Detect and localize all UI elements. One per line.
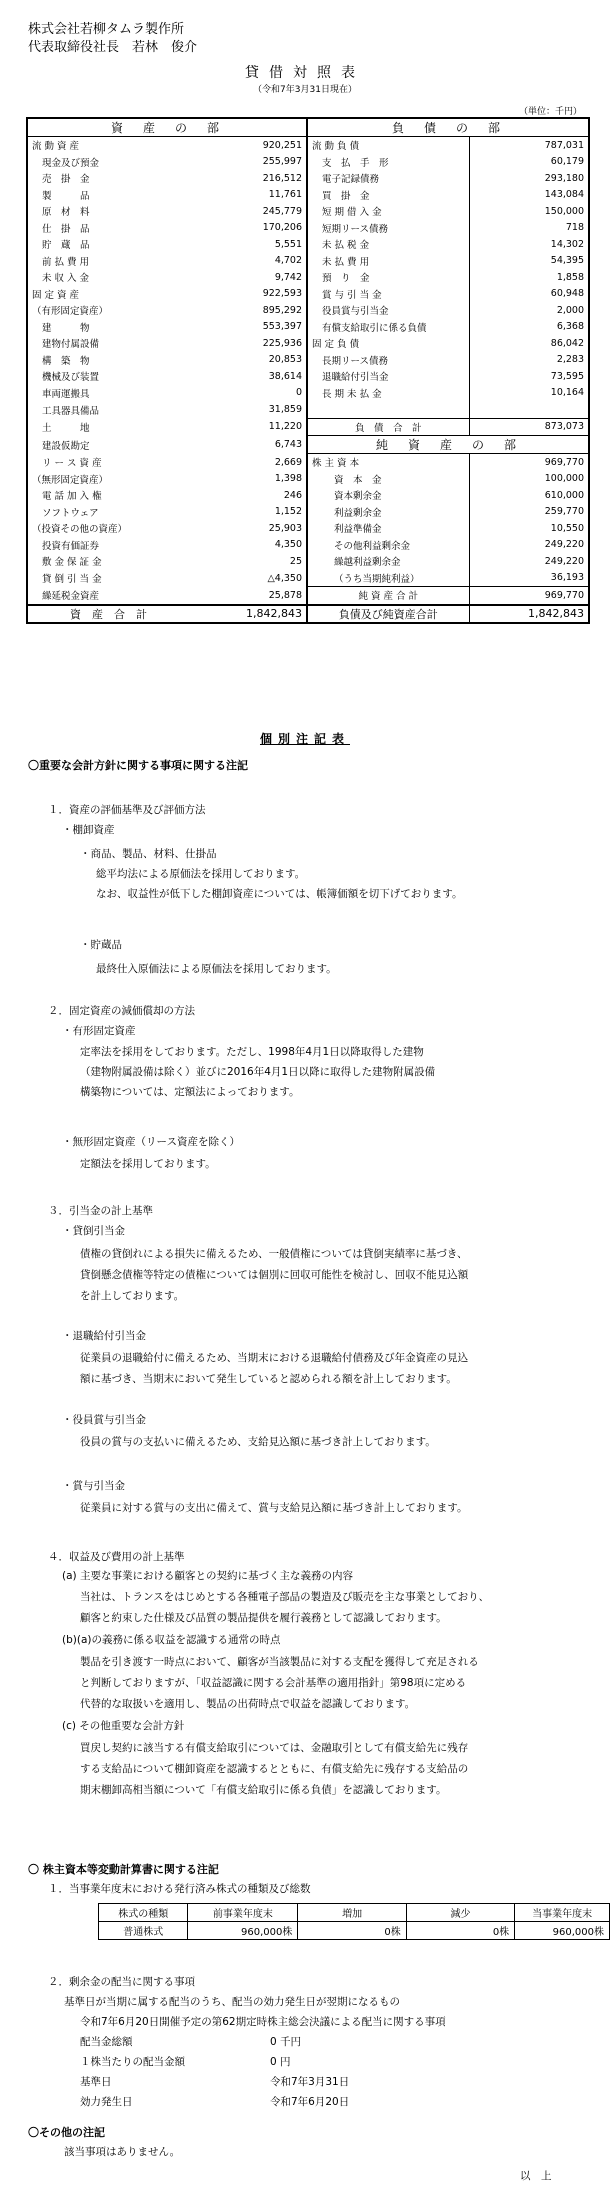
asset-account-label: （投資その他の資産） <box>32 524 128 536</box>
shares-header-cell: 株式の種類 <box>99 1904 188 1922</box>
asset-account-value: 11,220 <box>268 421 303 433</box>
liability-account-label: 短 期 借 入 金 <box>307 203 469 220</box>
net-assets-heading: 純 資 産 の 部 <box>307 436 589 454</box>
asset-account-label: 前 払 費 用 <box>42 256 90 268</box>
note-item: ・棚卸資産 <box>62 824 115 836</box>
note-text: 基準日が当期に属する配当のうち、配当の効力発生日が翌期になるもの <box>64 1996 400 2008</box>
asset-account-value: 0 <box>295 387 303 399</box>
dividend-label: 配当金総額 <box>80 2036 133 2048</box>
balance-sheet-row <box>27 537 589 554</box>
note-text: 期末棚卸高相当額について「有償支給取引に係る負債」を認識しております。 <box>80 1784 447 1796</box>
note-text: 顧客と約束した仕様及び品質の製品提供を履行義務として認識しております。 <box>80 1612 447 1624</box>
balance-sheet-row <box>27 520 589 537</box>
liability-account-value: 100,000 <box>469 471 589 488</box>
balance-sheet-row <box>27 454 589 471</box>
note-item: (b)(a)の義務に係る収益を認識する通常の時点 <box>62 1634 281 1646</box>
total-liabilities-net-assets-value: 1,842,843 <box>469 605 589 624</box>
liability-account-label: 役員賞与引当金 <box>307 302 469 319</box>
balance-sheet-row <box>27 368 589 385</box>
liability-account-value: 2,283 <box>469 352 589 369</box>
asset-account-label: 売 掛 金 <box>42 174 90 186</box>
asset-account-value: 170,206 <box>262 222 303 234</box>
note-text: 従業員に対する賞与の支出に備えて、賞与支給見込額に基づき計上しております。 <box>80 1502 468 1514</box>
balance-sheet-row <box>27 436 589 454</box>
note-text: 定額法を採用しております。 <box>80 1158 216 1170</box>
liability-account-label: 支 払 手 形 <box>307 154 469 171</box>
asset-account-label: 電 話 加 入 権 <box>42 491 102 503</box>
liability-account-label: 買 掛 金 <box>307 187 469 204</box>
liability-account-label: 退職給付引当金 <box>307 368 469 385</box>
balance-sheet-row <box>27 187 589 204</box>
asset-account-value: 11,761 <box>268 189 303 201</box>
note-text: （建物附属設備は除く）並びに2016年4月1日以降に取得した建物附属設備 <box>80 1066 436 1078</box>
liability-account-value: 143,084 <box>469 187 589 204</box>
liability-account-label: 短期リース債務 <box>307 220 469 237</box>
asset-account-label: （有形固定資産） <box>32 306 109 318</box>
note-text: 額に基づき、当期末において発生していると認められる額を計上しております。 <box>80 1373 457 1385</box>
balance-sheet-row <box>27 253 589 270</box>
asset-account-value: 920,251 <box>262 139 303 151</box>
note-heading: ３．引当金の計上基準 <box>48 1205 153 1217</box>
balance-sheet-row <box>27 418 589 436</box>
page-title: 貸借対照表 <box>245 65 365 81</box>
note-text: なお、収益性が低下した棚卸資産については、帳簿価額を切下げております。 <box>96 888 463 900</box>
section-accounting-policies: 〇重要な会計方針に関する事項に関する注記 <box>28 759 248 772</box>
liabilities-heading: 負 債 の 部 <box>307 118 589 137</box>
asset-account-value: 216,512 <box>262 172 303 184</box>
shares-cell: 0株 <box>298 1922 406 1940</box>
representative: 代表取締役社長 若林 俊介 <box>28 40 198 55</box>
note-text: 役員の賞与の支払いに備えるため、支給見込額に基づき計上しております。 <box>80 1436 436 1448</box>
liability-account-value: 718 <box>469 220 589 237</box>
asset-account-value: 25 <box>289 555 303 567</box>
shares-table-header <box>99 1904 610 1922</box>
liability-account-value: 873,073 <box>469 418 589 436</box>
note-text: 買戻し契約に該当する有償支給取引については、金融取引として有償支給先に残存 <box>80 1742 469 1754</box>
asset-account-value: 922,593 <box>262 288 303 300</box>
liability-account-label: 預 り 金 <box>307 269 469 286</box>
asset-account-label: 固 定 資 産 <box>32 289 80 301</box>
asset-account-label: リ ー ス 資 産 <box>42 458 102 469</box>
liability-account-label: 電子記録債務 <box>307 170 469 187</box>
asset-account-label: 繰延税金資産 <box>42 591 100 602</box>
asset-account-value: 245,779 <box>262 205 303 217</box>
asset-account-value: 20,853 <box>268 354 303 366</box>
liability-account-value: 1,858 <box>469 269 589 286</box>
liability-account-label: （うち当期純利益） <box>307 570 469 587</box>
dividend-value: 令和7年3月31日 <box>270 2076 350 2088</box>
liability-account-value: 86,042 <box>469 335 589 352</box>
note-heading: ２．固定資産の減価償却の方法 <box>48 1005 195 1017</box>
note-text: 当社は、トランスをはじめとする各種電子部品の製造及び販売を主な事業としており、 <box>80 1591 490 1603</box>
balance-sheet-row <box>27 385 589 402</box>
note-text: 債権の貸倒れによる損失に備えるため、一般債権については貸倒実績率に基づき、 <box>80 1248 468 1260</box>
asset-account-value: 25,878 <box>268 589 303 601</box>
shares-cell: 0株 <box>406 1922 514 1940</box>
balance-sheet-row <box>27 401 589 418</box>
balance-sheet-row <box>27 352 589 369</box>
as-of-date: （令和7年3月31日現在） <box>253 85 357 95</box>
asset-account-value: 5,551 <box>274 238 303 250</box>
note-text: 貸倒懸念債権等特定の債権については個別に回収可能性を検討し、回収不能見込額 <box>80 1269 469 1281</box>
balance-sheet-row <box>27 203 589 220</box>
note-text: と判断しておりますが、「収益認識に関する会計基準の適用指針」第98項に定める <box>80 1677 467 1689</box>
asset-account-label: 建 物 <box>42 322 90 334</box>
liability-account-label: 有償支給取引に係る負債 <box>307 319 469 336</box>
note-item: ・無形固定資産（リース資産を除く） <box>62 1136 240 1148</box>
shares-header-cell: 当事業年度末 <box>515 1904 610 1922</box>
asset-account-label: 建物付属設備 <box>42 339 100 351</box>
dividend-value: 0 千円 <box>270 2036 302 2048</box>
dividend-value: 令和7年6月20日 <box>270 2096 350 2108</box>
shares-header-cell: 減少 <box>406 1904 514 1922</box>
note-heading: １．当事業年度末における発行済み株式の種類及び総数 <box>48 1883 311 1895</box>
note-text: 最終仕入原価法による原価法を採用しております。 <box>96 963 337 975</box>
dividend-label: 効力発生日 <box>80 2096 133 2108</box>
asset-account-label: 製 品 <box>42 190 90 202</box>
asset-account-value: △4,350 <box>267 572 303 584</box>
shares-table <box>98 1903 610 1940</box>
liability-account-value: 293,180 <box>469 170 589 187</box>
shares-cell: 960,000株 <box>515 1922 610 1940</box>
asset-account-value: 225,936 <box>262 337 303 349</box>
asset-account-label: 建設仮勘定 <box>42 440 90 452</box>
asset-account-label: （無形固定資産） <box>32 474 109 486</box>
dividend-label: １株当たりの配当金額 <box>80 2056 185 2068</box>
note-text: 代替的な取扱いを適用し、製品の出荷時点で収益を認識しております。 <box>80 1698 416 1710</box>
liability-account-label: 流 動 負 債 <box>307 137 469 154</box>
note-item: ・商品、製品、材料、仕掛品 <box>80 848 217 860</box>
note-text: 定率法を採用をしております。ただし、1998年4月1日以降取得した建物 <box>80 1046 424 1058</box>
shares-header-cell: 増加 <box>298 1904 406 1922</box>
liability-account-label: 長 期 未 払 金 <box>307 385 469 402</box>
balance-sheet-row <box>27 236 589 253</box>
asset-account-value: 31,859 <box>268 404 303 415</box>
liability-account-value: 10,550 <box>469 520 589 537</box>
asset-account-label: 仕 掛 品 <box>42 223 90 235</box>
liability-account-label: 資本剰余金 <box>307 487 469 504</box>
note-text: 該当事項はありません。 <box>64 2146 181 2158</box>
liability-account-value: 150,000 <box>469 203 589 220</box>
liability-account-label: 繰越利益剰余金 <box>307 553 469 570</box>
note-text: を計上しております。 <box>80 1290 185 1302</box>
balance-sheet-row <box>27 302 589 319</box>
liability-account-value: 36,193 <box>469 570 589 587</box>
liability-account-label: 固 定 負 債 <box>307 335 469 352</box>
asset-account-value: 246 <box>283 489 303 501</box>
asset-account-label: 投資有価証券 <box>42 540 100 552</box>
note-text: 総平均法による原価法を採用しております。 <box>96 868 306 880</box>
balance-sheet-row <box>27 170 589 187</box>
section-other-notes: 〇その他の注記 <box>28 2126 105 2139</box>
asset-account-label: 構 築 物 <box>42 355 90 367</box>
asset-account-label: 流 動 資 産 <box>32 141 80 153</box>
balance-sheet-row <box>27 504 589 521</box>
asset-account-label: 未 収 入 金 <box>42 273 90 285</box>
balance-sheet-row <box>27 319 589 336</box>
note-item: ・貯蔵品 <box>80 939 122 951</box>
liability-account-value: 60,948 <box>469 286 589 303</box>
asset-account-label: 工具器具備品 <box>42 405 100 417</box>
company-name: 株式会社若柳タムラ製作所 <box>28 22 185 37</box>
total-assets-label: 資 産 合 計 <box>27 605 189 624</box>
liability-account-label: その他利益剰余金 <box>307 537 469 554</box>
shares-cell: 960,000株 <box>188 1922 298 1940</box>
balance-sheet-row <box>27 269 589 286</box>
asset-account-value: 4,702 <box>274 255 303 267</box>
notes-title: 個別注記表 <box>259 732 350 746</box>
note-item: ・賞与引当金 <box>62 1480 125 1492</box>
liability-account-label: 未 払 税 金 <box>307 236 469 253</box>
liability-account-value: 2,000 <box>469 302 589 319</box>
asset-account-value: 553,397 <box>262 321 303 333</box>
asset-account-label: 現金及び預金 <box>42 157 100 169</box>
note-text: する支給品について棚卸資産を認識するとともに、有償支給先に残存する支給品の <box>80 1763 469 1775</box>
asset-account-value: 25,903 <box>268 522 303 534</box>
shares-header-cell: 前事業年度末 <box>188 1904 298 1922</box>
liability-account-label: 純 資 産 合 計 <box>307 587 469 605</box>
liability-account-value: 249,220 <box>469 553 589 570</box>
balance-sheet-row <box>27 286 589 303</box>
note-heading: ２．剰余金の配当に関する事項 <box>48 1976 195 1988</box>
asset-account-value: 1,398 <box>274 473 303 485</box>
note-item: ・有形固定資産 <box>62 1025 136 1037</box>
assets-heading: 資 産 の 部 <box>27 118 307 137</box>
asset-account-label: 原 材 料 <box>42 207 90 219</box>
balance-sheet-row <box>27 220 589 237</box>
dividend-value: 0 円 <box>270 2056 291 2068</box>
liability-account-value: 259,770 <box>469 504 589 521</box>
asset-account-label: 土 地 <box>42 422 90 434</box>
balance-sheet-totals <box>27 605 589 624</box>
balance-sheet-row <box>27 587 589 605</box>
asset-account-value: 255,997 <box>262 156 303 168</box>
shares-table-row <box>99 1922 610 1940</box>
liability-account-value: 60,179 <box>469 154 589 171</box>
asset-account-label: 車両運搬具 <box>42 388 90 400</box>
shares-cell: 普通株式 <box>99 1922 188 1940</box>
balance-sheet-row <box>27 154 589 171</box>
note-text: 構築物については、定額法によっております。 <box>80 1086 300 1098</box>
balance-sheet-row <box>27 487 589 504</box>
liability-account-label: 利益剰余金 <box>307 504 469 521</box>
note-heading: １．資産の評価基準及び評価方法 <box>48 804 206 816</box>
dividend-label: 基準日 <box>80 2076 112 2088</box>
note-item: ・貸倒引当金 <box>62 1225 125 1237</box>
liability-account-value: 249,220 <box>469 537 589 554</box>
end-mark: 以 上 <box>520 2170 552 2182</box>
liability-account-value: 969,770 <box>469 454 589 471</box>
asset-account-value: 9,742 <box>274 271 303 283</box>
note-item: (a) 主要な事業における顧客との契約に基づく主な義務の内容 <box>62 1570 353 1582</box>
balance-sheet-table <box>26 117 590 624</box>
total-liabilities-net-assets-label: 負債及び純資産合計 <box>307 605 469 624</box>
note-text: 製品を引き渡す一時点において、顧客が当該製品に対する支配を獲得して充足される <box>80 1656 479 1668</box>
liability-account-value: 787,031 <box>469 137 589 154</box>
liability-account-label: 株 主 資 本 <box>307 454 469 471</box>
liability-account-label: 賞 与 引 当 金 <box>307 286 469 303</box>
liability-account-value: 73,595 <box>469 368 589 385</box>
liability-account-label: 資 本 金 <box>307 471 469 488</box>
balance-sheet-row <box>27 335 589 352</box>
liability-account-value: 969,770 <box>469 587 589 605</box>
liability-account-label: 利益準備金 <box>307 520 469 537</box>
note-item: ・退職給付引当金 <box>62 1330 146 1342</box>
balance-sheet-header <box>27 118 589 137</box>
note-text: 従業員の退職給付に備えるため、当期末における退職給付債務及び年金資産の見込 <box>80 1352 469 1364</box>
asset-account-value: 6,743 <box>274 439 303 450</box>
liability-account-value: 610,000 <box>469 487 589 504</box>
asset-account-value: 38,614 <box>268 370 303 382</box>
liability-account-value: 14,302 <box>469 236 589 253</box>
note-item: ・役員賞与引当金 <box>62 1414 146 1426</box>
balance-sheet-row <box>27 471 589 488</box>
asset-account-value: 2,669 <box>274 456 303 468</box>
asset-account-value: 4,350 <box>274 539 303 551</box>
asset-account-value: 895,292 <box>262 304 303 316</box>
liability-account-value: 6,368 <box>469 319 589 336</box>
asset-account-label: 貯 蔵 品 <box>42 240 90 252</box>
liability-account-label: 負 債 合 計 <box>307 418 469 436</box>
asset-account-label: 敷 金 保 証 金 <box>42 557 102 569</box>
liability-account-value <box>469 401 589 418</box>
balance-sheet-row <box>27 570 589 587</box>
total-assets-value: 1,842,843 <box>189 605 307 624</box>
note-text: 令和7年6月20日開催予定の第62期定時株主総会決議による配当に関する事項 <box>80 2016 446 2028</box>
asset-account-label: 貸 倒 引 当 金 <box>42 574 102 585</box>
liability-account-label: 長期リース債務 <box>307 352 469 369</box>
liability-account-label <box>307 401 469 418</box>
note-item: (c) その他重要な会計方針 <box>62 1720 185 1732</box>
asset-account-value: 1,152 <box>274 506 303 518</box>
balance-sheet-row <box>27 553 589 570</box>
liability-account-label: 未 払 費 用 <box>307 253 469 270</box>
note-heading: ４．収益及び費用の計上基準 <box>48 1551 185 1563</box>
unit-label: （単位：千円） <box>518 107 582 117</box>
liability-account-value: 54,395 <box>469 253 589 270</box>
liability-account-value: 10,164 <box>469 385 589 402</box>
section-equity-changes: 〇 株主資本等変動計算書に関する注記 <box>28 1863 219 1876</box>
asset-account-label: ソフトウェア <box>42 507 99 519</box>
asset-account-label: 機械及び装置 <box>42 372 100 384</box>
balance-sheet-row <box>27 137 589 154</box>
